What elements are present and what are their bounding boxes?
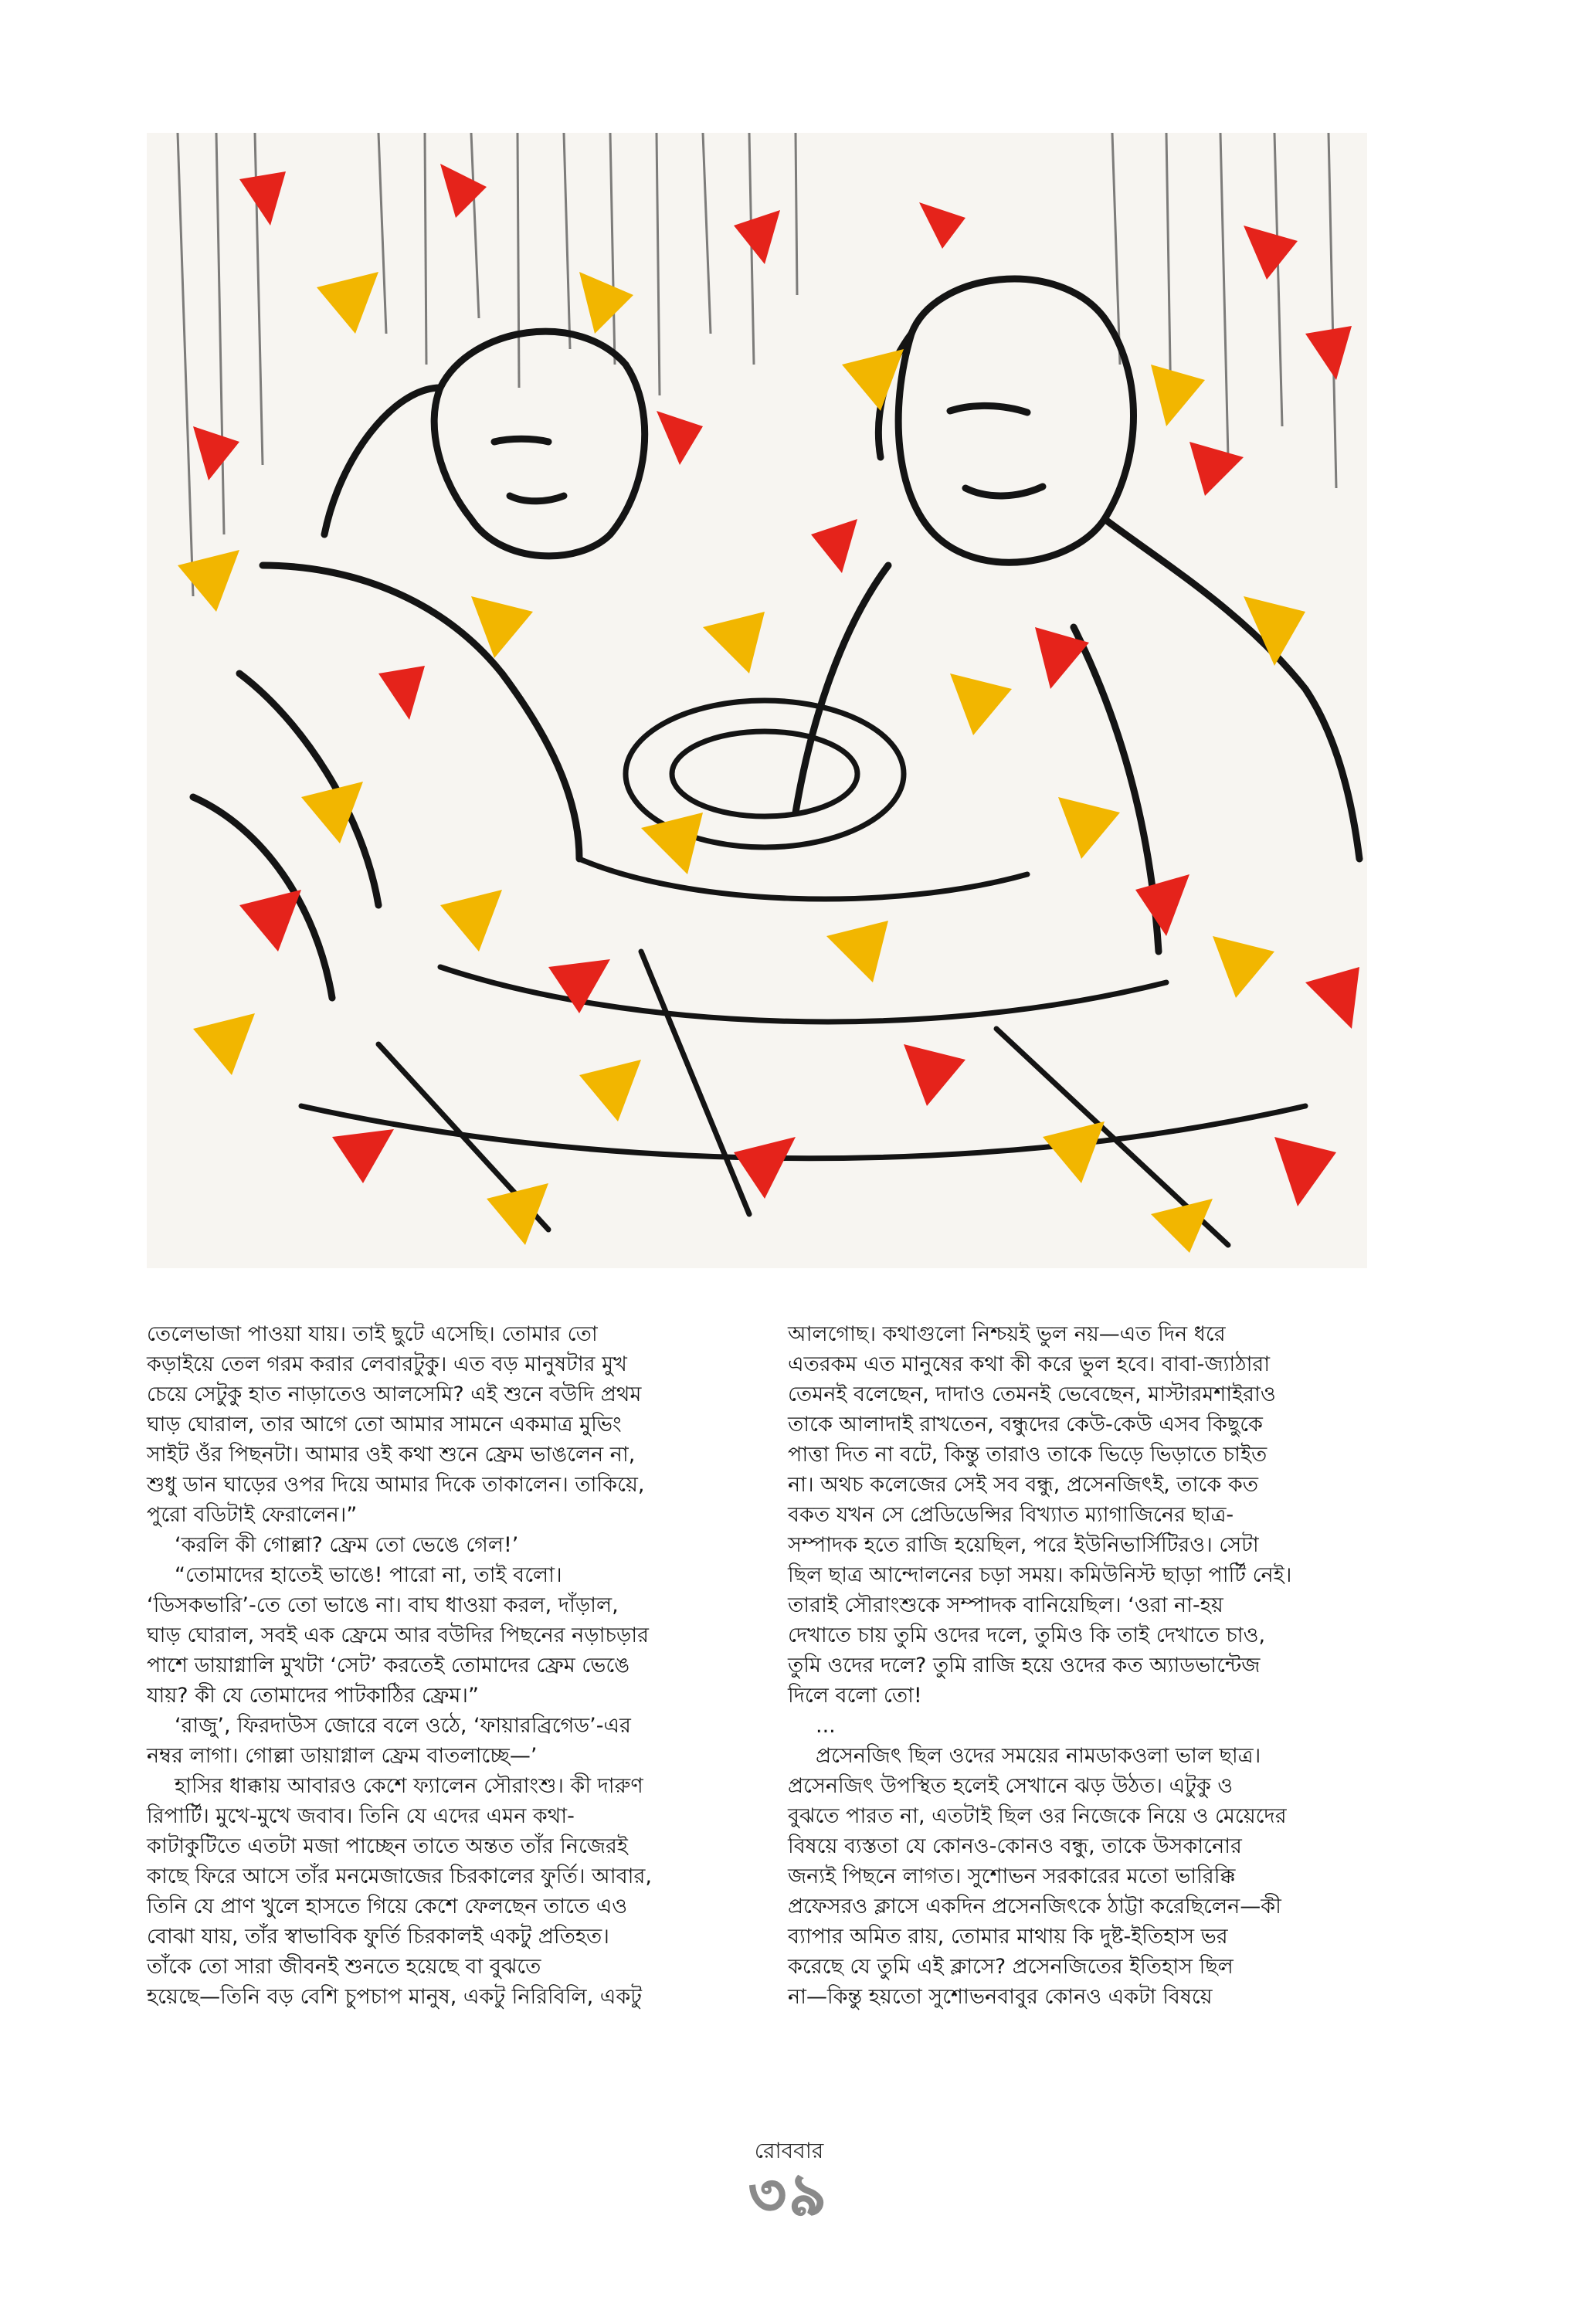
text-line: তিনি যে প্রাণ খুলে হাসতে গিয়ে কেশে ফেলছেন তাতে এও [147, 1895, 628, 1919]
text-line: তাকে আলাদাই রাখতেন, বন্ধুদের কেউ-কেউ এসব কিছুকে [788, 1413, 1263, 1437]
text-line: বিষয়ে ব্যস্ততা যে কোনও-কোনও বন্ধু, তাকে উসকানোর [788, 1834, 1242, 1858]
article-column-right [788, 1319, 1390, 2012]
text-line: ঘাড় ঘোরাল, তার আগে তো আমার সামনে একমাত্র মুভিং [147, 1413, 622, 1437]
text-line: না—কিন্তু হয়তো সুশোভনবাবুর কোনও একটা বিষয়ে [788, 1985, 1213, 2009]
text-line: আলগোছ। কথাগুলো নিশ্চয়ই ভুল নয়—এত দিন ধরে [788, 1322, 1226, 1346]
text-line: দেখাতে চায় তুমি ওদের দলে, তুমিও কি তাই দেখাতে চাও, [788, 1623, 1266, 1647]
text-line: নম্বর লাগা। গোল্লা ডায়াগ্নাল ফ্রেম বাতলাচ্ছে—’ [147, 1744, 538, 1768]
text-line: করেছে যে তুমি এই ক্লাসে? প্রসেনজিতের ইতিহাস ছিল [788, 1955, 1234, 1979]
text-line: “তোমাদের হাতেই ভাঙে! পারো না, তাই বলো। [175, 1563, 562, 1587]
text-line: তেমনই বলেছেন, দাদাও তেমনই ভেবেছেন, মাস্টারমশাইরাও [788, 1383, 1276, 1406]
text-line: হাসির ধাক্কায় আবারও কেশে ফ্যালেন সৌরাংশু। কী দারুণ [175, 1774, 643, 1798]
text-line: পাশে ডায়াগ্নালি মুখটা ‘সেট’ করতেই তোমাদের ফ্রেম ভেঙে [147, 1654, 630, 1678]
text-line: কড়াইয়ে তেল গরম করার লেবারটুকু। এত বড় মানুষটার মুখ [147, 1352, 627, 1376]
text-line: পুরো বডিটাই ফেরালেন।” [147, 1503, 358, 1527]
text-line: পাত্তা দিত না বটে, কিন্তু তারাও তাকে ভিড়ে ভিড়াতে চাইত [788, 1443, 1267, 1467]
text-line: এতরকম এত মানুষের কথা কী করে ভুল হবে। বাবা-জ্যাঠারা [788, 1352, 1271, 1376]
text-line: প্রসেনজিৎ ছিল ওদের সময়ের নামডাকওলা ভাল ছাত্র। [816, 1744, 1261, 1768]
page-number: ৩৯ [748, 2162, 830, 2228]
text-line: বুঝতে পারত না, এতটাই ছিল ওর নিজেকে নিয়ে ও মেয়েদের [788, 1804, 1287, 1828]
text-line: প্রফেসরও ক্লাসে একদিন প্রসেনজিৎকে ঠাট্টা করেছিলেন—কী [788, 1895, 1281, 1919]
text-line: বকত যখন সে প্রেডিডেন্সির বিখ্যাত ম্যাগাজিনের ছাত্র- [788, 1503, 1234, 1527]
text-line: শুধু ডান ঘাড়ের ওপর দিয়ে আমার দিকে তাকালেন। তাকিয়ে, [147, 1473, 645, 1497]
text-line: সম্পাদক হতে রাজি হয়েছিল, পরে ইউনিভার্সিটিরও। সেটা [788, 1533, 1259, 1557]
section-break: ... [816, 1714, 836, 1738]
text-line: বোঝা যায়, তাঁর স্বাভাবিক ফুর্তি চিরকালই একটু প্রতিহত। [147, 1925, 609, 1949]
text-line: ছিল ছাত্র আন্দোলনের চড়া সময়। কমিউনিস্ট ছাড়া পার্টি নেই। [788, 1563, 1292, 1587]
text-line: তাঁকে তো সারা জীবনই শুনতে হয়েছে বা বুঝতে [147, 1955, 541, 1979]
text-line: ব্যাপার অমিত রায়, তোমার মাথায় কি দুষ্ট-ইতিহাস ভর [788, 1925, 1228, 1949]
text-line: ‘করলি কী গোল্লা? ফ্রেম তো ভেঙে গেল!’ [175, 1533, 519, 1557]
text-line: কাছে ফিরে আসে তাঁর মনমেজাজের চিরকালের ফুর্তি। আবার, [147, 1864, 652, 1888]
article-column-left [147, 1319, 749, 2012]
illustration-drawing [147, 133, 1367, 1268]
text-line: হয়েছে—তিনি বড় বেশি চুপচাপ মানুষ, একটু নিরিবিলি, একটু [147, 1985, 642, 2009]
text-line: রিপার্টি। মুখে-মুখে জবাব। তিনি যে এদের এমন কথা- [147, 1804, 575, 1828]
story-illustration [147, 133, 1367, 1268]
text-line: না। অথচ কলেজের সেই সব বন্ধু, প্রসেনজিৎই, তাকে কত [788, 1473, 1258, 1497]
text-line: তারাই সৌরাংশুকে সম্পাদক বানিয়েছিল। ‘ওরা না-হয় [788, 1593, 1223, 1617]
text-line: ঘাড় ঘোরাল, সবই এক ফ্রেমে আর বউদির পিছনের নড়াচড়ার [147, 1623, 649, 1647]
text-line: কাটাকুটিতে এতটা মজা পাচ্ছেন তাতে অন্তত তাঁর নিজেরই [147, 1834, 628, 1858]
text-line: ‘রাজু’, ফিরদাউস জোরে বলে ওঠে, ‘ফায়ারব্রিগেড’-এর [175, 1714, 631, 1738]
text-line: যায়? কী যে তোমাদের পাটকাঠির ফ্রেম।” [147, 1684, 479, 1708]
text-line: চেয়ে সেটুকু হাত নাড়াতেও আলসেমি? এই শুনে বউদি প্রথম [147, 1383, 642, 1406]
text-line: তুমি ওদের দলে? তুমি রাজি হয়ে ওদের কত অ্যাডভান্টেজ [788, 1654, 1261, 1678]
text-line: সাইট ওঁর পিছনটা। আমার ওই কথা শুনে ফ্রেম ভাঙলেন না, [147, 1443, 636, 1467]
text-line: দিলে বলো তো! [788, 1684, 922, 1708]
text-line: জন্যই পিছনে লাগত। সুশোভন সরকারের মতো ভারিক্কি [788, 1864, 1236, 1888]
magazine-name: রোববার [754, 2138, 824, 2163]
text-line: তেলেভাজা পাওয়া যায়। তাই ছুটে এসেছি। তোমার তো [147, 1322, 598, 1346]
text-line: ‘ডিসকভারি’-তে তো ভাঙে না। বাঘ ধাওয়া করল, দাঁড়াল, [147, 1593, 619, 1617]
text-line: প্রসেনজিৎ উপস্থিত হলেই সেখানে ঝড় উঠত। এটুকু ও [788, 1774, 1234, 1798]
